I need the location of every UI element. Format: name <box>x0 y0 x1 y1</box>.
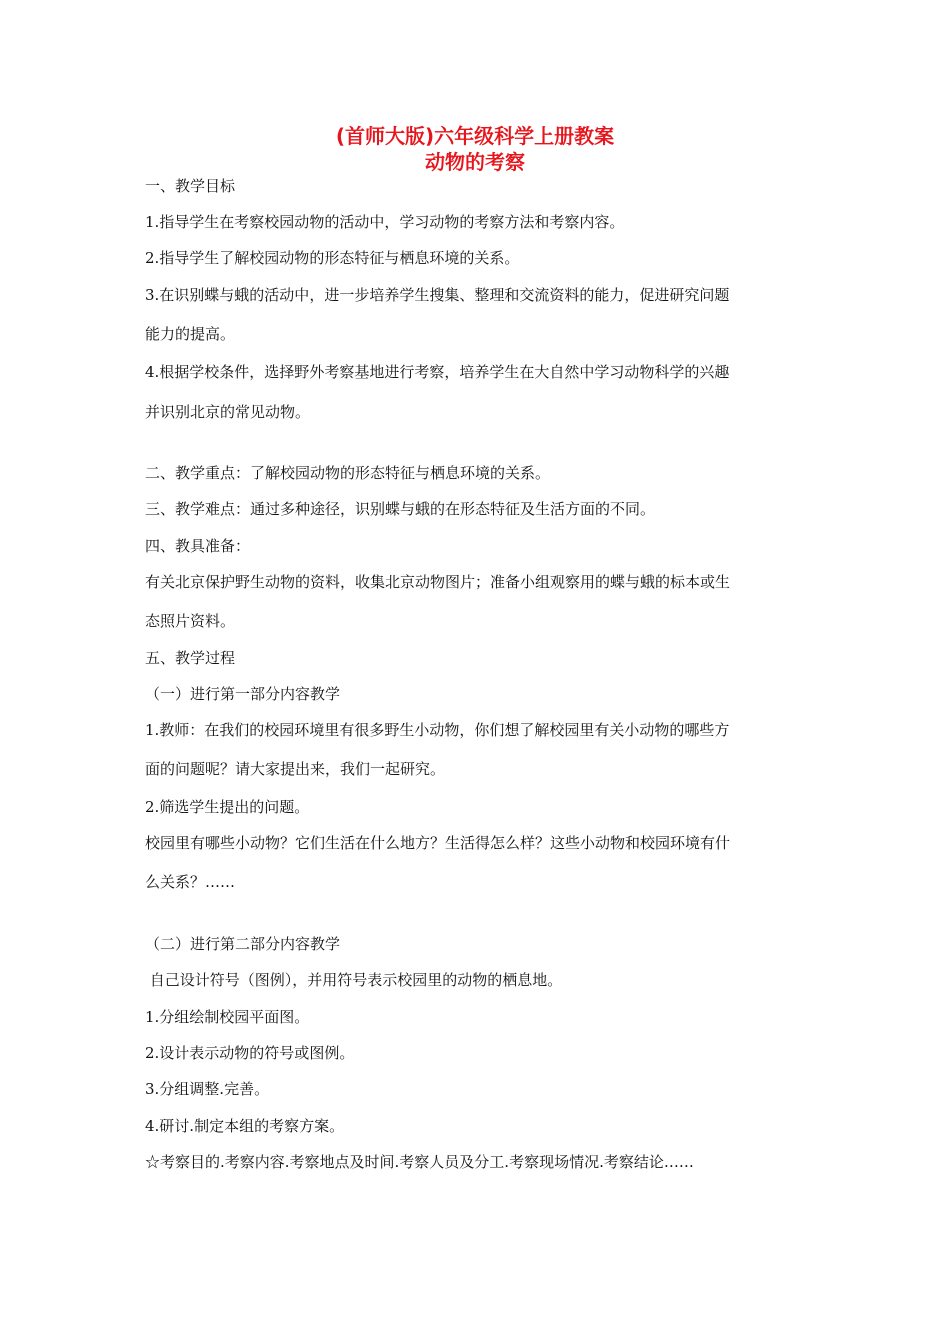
section-heading-difficulties: 三、教学难点：通过多种途径，识别蝶与蛾的在形态特征及生活方面的不同。 <box>145 500 656 518</box>
subsection-heading: （一）进行第一部分内容教学 <box>145 685 341 703</box>
document-subtitle: 动物的考察 <box>425 150 525 174</box>
paragraph-line: 态照片资料。 <box>145 612 236 630</box>
paragraph-line: 4.根据学校条件，选择野外考察基地进行考察，培养学生在大自然中学习动物科学的兴趣 <box>145 363 730 381</box>
paragraph-line: ☆考察目的.考察内容.考察地点及时间.考察人员及分工.考察现场情况.考察结论…… <box>145 1153 694 1171</box>
section-heading-materials: 四、教具准备： <box>145 537 251 555</box>
document-title: (首师大版)六年级科学上册教案 <box>335 124 615 148</box>
subsection-heading: （二）进行第二部分内容教学 <box>145 935 341 953</box>
paragraph-line: 3.分组调整.完善。 <box>145 1080 270 1098</box>
section-heading-process: 五、教学过程 <box>145 649 236 667</box>
paragraph-line: 2.设计表示动物的符号或图例。 <box>145 1044 355 1062</box>
paragraph-line: 2.指导学生了解校园动物的形态特征与栖息环境的关系。 <box>145 249 520 267</box>
paragraph-line: 1.教师：在我们的校园环境里有很多野生小动物，你们想了解校园里有关小动物的哪些方 <box>145 721 730 739</box>
paragraph-line: 4.研讨.制定本组的考察方案。 <box>145 1117 345 1135</box>
paragraph-line: 面的问题呢？请大家提出来，我们一起研究。 <box>145 760 446 778</box>
paragraph-line: 2.筛选学生提出的问题。 <box>145 798 310 816</box>
paragraph-line: 并识别北京的常见动物。 <box>145 403 311 421</box>
paragraph-line: 有关北京保护野生动物的资料，收集北京动物图片；准备小组观察用的蝶与蛾的标本或生 <box>145 573 731 591</box>
section-heading-key-points: 二、教学重点：了解校园动物的形态特征与栖息环境的关系。 <box>145 464 551 482</box>
paragraph-line: 能力的提高。 <box>145 325 236 343</box>
paragraph-line: 自己设计符号（图例），并用符号表示校园里的动物的栖息地。 <box>145 971 563 989</box>
paragraph-line: 么关系？…… <box>145 873 236 891</box>
section-heading-objectives: 一、教学目标 <box>145 177 236 195</box>
paragraph-line: 校园里有哪些小动物？它们生活在什么地方？生活得怎么样？这些小动物和校园环境有什 <box>145 834 731 852</box>
paragraph-line: 1.分组绘制校园平面图。 <box>145 1008 310 1026</box>
paragraph-line: 1.指导学生在考察校园动物的活动中，学习动物的考察方法和考察内容。 <box>145 213 625 231</box>
paragraph-line: 3.在识别蝶与蛾的活动中，进一步培养学生搜集、整理和交流资料的能力，促进研究问题 <box>145 286 730 304</box>
